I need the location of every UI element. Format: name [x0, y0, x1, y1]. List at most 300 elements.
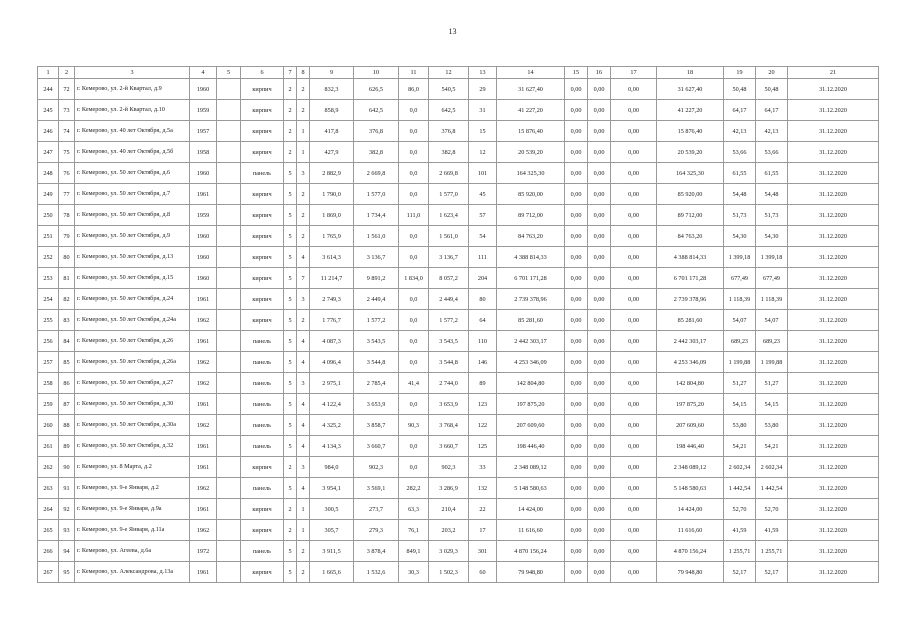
table-cell: 31.12.2020 [788, 100, 879, 121]
table-cell [217, 289, 241, 310]
address-cell: г. Кемерово, ул. 2-й Квартал, д.10 [75, 100, 190, 121]
table-cell: 0,00 [588, 394, 611, 415]
table-cell: 5 [284, 289, 297, 310]
table-cell [217, 268, 241, 289]
table-cell: 255 [38, 310, 59, 331]
table-row [38, 184, 879, 205]
table-row [38, 247, 879, 268]
table-cell: 51,73 [724, 205, 756, 226]
table-cell: 2 [284, 79, 297, 100]
table-cell: 85 920,00 [657, 184, 724, 205]
table-cell: кирпич [241, 205, 284, 226]
table-cell: 3 136,7 [354, 247, 399, 268]
table-cell: 52,70 [724, 499, 756, 520]
table-cell: 858,9 [310, 100, 354, 121]
table-row [38, 478, 879, 499]
table-cell: 4 253 346,09 [497, 352, 565, 373]
table-cell: 2 785,4 [354, 373, 399, 394]
table-cell: 0,00 [565, 79, 588, 100]
table-cell: 31.12.2020 [788, 520, 879, 541]
table-cell: кирпич [241, 247, 284, 268]
table-cell: 31.12.2020 [788, 142, 879, 163]
address-cell: г. Кемерово, ул. 50 лет Октября, д.32 [75, 436, 190, 457]
table-cell: 0,00 [565, 226, 588, 247]
registry-table [37, 66, 879, 583]
table-cell [217, 163, 241, 184]
table-cell: 53,80 [724, 415, 756, 436]
table-cell: 677,49 [756, 268, 788, 289]
table-cell: 1 532,6 [354, 562, 399, 583]
table-cell: 0,00 [588, 436, 611, 457]
table-cell: 41,59 [724, 520, 756, 541]
table-cell: 1 623,4 [429, 205, 469, 226]
table-cell: 4 134,3 [310, 436, 354, 457]
table-cell: 0,00 [588, 457, 611, 478]
table-cell: 20 539,20 [497, 142, 565, 163]
table-cell: 273,7 [354, 499, 399, 520]
table-cell: 15 [469, 121, 497, 142]
table-cell: 3 [297, 373, 310, 394]
table-cell: 197 875,20 [497, 394, 565, 415]
table-row [38, 331, 879, 352]
table-cell: 1 399,18 [724, 247, 756, 268]
table-cell: 1 [297, 520, 310, 541]
column-header-21: 21 [788, 67, 879, 79]
table-cell: 73 [59, 100, 75, 121]
table-cell: 1960 [190, 247, 217, 268]
table-cell: 1959 [190, 100, 217, 121]
table-cell: 3 [297, 289, 310, 310]
table-cell: 263 [38, 478, 59, 499]
table-cell [217, 142, 241, 163]
table-cell: кирпич [241, 184, 284, 205]
table-cell: 0,00 [565, 394, 588, 415]
address-cell: г. Кемерово, ул. 50 лет Октября, д.24 [75, 289, 190, 310]
table-cell: 2 [297, 205, 310, 226]
table-row [38, 205, 879, 226]
table-cell: 4 870 156,24 [497, 541, 565, 562]
table-cell: 0,00 [611, 478, 657, 499]
table-cell: 0,00 [611, 289, 657, 310]
table-cell: 50,48 [724, 79, 756, 100]
table-cell: 264 [38, 499, 59, 520]
table-cell: 2 [297, 562, 310, 583]
table-cell: 79 948,80 [657, 562, 724, 583]
address-cell: г. Кемерово, ул. 9-е Января, д.9а [75, 499, 190, 520]
table-cell: 251 [38, 226, 59, 247]
table-cell: 51,27 [724, 373, 756, 394]
table-cell: 54,30 [724, 226, 756, 247]
table-cell: 31 [469, 100, 497, 121]
table-cell: 3 954,1 [310, 478, 354, 499]
table-cell: 88 [59, 415, 75, 436]
table-cell: 31.12.2020 [788, 184, 879, 205]
table-cell: 245 [38, 100, 59, 121]
table-cell: 0,00 [588, 121, 611, 142]
table-cell: 85 920,00 [497, 184, 565, 205]
table-cell [217, 436, 241, 457]
table-cell: 76 [59, 163, 75, 184]
column-header-4: 4 [190, 67, 217, 79]
table-cell: 2 749,3 [310, 289, 354, 310]
table-cell: 1 442,54 [756, 478, 788, 499]
table-row [38, 310, 879, 331]
table-cell: 1 199,88 [724, 352, 756, 373]
table-cell: 0,0 [399, 163, 429, 184]
table-cell: 52,17 [756, 562, 788, 583]
table-cell: 3 653,9 [429, 394, 469, 415]
table-cell: 2 669,8 [429, 163, 469, 184]
table-cell: 0,00 [565, 478, 588, 499]
table-cell: 0,00 [588, 331, 611, 352]
column-header-17: 17 [611, 67, 657, 79]
table-cell: 3 544,8 [354, 352, 399, 373]
table-cell: 849,1 [399, 541, 429, 562]
table-cell: 30,3 [399, 562, 429, 583]
table-cell: 0,00 [611, 541, 657, 562]
table-cell: 0,00 [611, 79, 657, 100]
table-cell: панель [241, 352, 284, 373]
table-cell: 0,00 [588, 499, 611, 520]
table-cell: 5 [284, 373, 297, 394]
table-cell: 31.12.2020 [788, 121, 879, 142]
table-cell: 0,0 [399, 331, 429, 352]
table-row [38, 268, 879, 289]
table-cell: 197 875,20 [657, 394, 724, 415]
table-cell: панель [241, 478, 284, 499]
table-cell: 305,7 [310, 520, 354, 541]
table-cell: 14 424,00 [497, 499, 565, 520]
table-cell: 0,00 [611, 394, 657, 415]
table-cell: 1 790,0 [310, 184, 354, 205]
table-cell: 279,3 [354, 520, 399, 541]
address-cell: г. Кемерово, ул. 50 лет Октября, д.26 [75, 331, 190, 352]
table-cell: 54,07 [724, 310, 756, 331]
table-cell: 0,00 [611, 457, 657, 478]
table-cell: 4 253 346,09 [657, 352, 724, 373]
table-cell: 57 [469, 205, 497, 226]
table-cell: 0,00 [611, 562, 657, 583]
table-cell: 1957 [190, 121, 217, 142]
table-cell: 5 [284, 184, 297, 205]
table-cell: 0,00 [611, 415, 657, 436]
table-cell: 0,0 [399, 457, 429, 478]
table-cell: 4 [297, 394, 310, 415]
table-cell: 2 [284, 121, 297, 142]
table-cell: 51,73 [756, 205, 788, 226]
table-cell: 1960 [190, 268, 217, 289]
table-cell: 1 869,0 [310, 205, 354, 226]
table-cell: 31.12.2020 [788, 541, 879, 562]
table-cell: 376,8 [354, 121, 399, 142]
table-cell: 90,3 [399, 415, 429, 436]
table-cell: 87 [59, 394, 75, 415]
table-cell: 86 [59, 373, 75, 394]
table-cell: 0,00 [588, 163, 611, 184]
table-row [38, 121, 879, 142]
table-cell: 123 [469, 394, 497, 415]
table-cell: 54,21 [756, 436, 788, 457]
table-cell: 11 214,7 [310, 268, 354, 289]
table-cell: 0,00 [611, 373, 657, 394]
table-cell: 5 [284, 331, 297, 352]
table-cell: 0,00 [565, 373, 588, 394]
address-cell: г. Кемерово, ул. 8 Марта, д.2 [75, 457, 190, 478]
table-cell: 82 [59, 289, 75, 310]
table-cell: 3 029,3 [429, 541, 469, 562]
table-cell: 60 [469, 562, 497, 583]
table-cell: 2 [297, 100, 310, 121]
table-cell: 1962 [190, 352, 217, 373]
table-cell: 31.12.2020 [788, 352, 879, 373]
table-cell: 0,0 [399, 184, 429, 205]
table-cell: 0,00 [588, 562, 611, 583]
table-cell: 31.12.2020 [788, 394, 879, 415]
table-cell: 90 [59, 457, 75, 478]
table-cell: 256 [38, 331, 59, 352]
address-cell: г. Кемерово, ул. 50 лет Октября, д.7 [75, 184, 190, 205]
table-cell: 31.12.2020 [788, 247, 879, 268]
table-cell: 3 768,4 [429, 415, 469, 436]
table-cell: 902,3 [429, 457, 469, 478]
table-cell: 1961 [190, 457, 217, 478]
table-cell: 0,00 [565, 499, 588, 520]
table-cell: 1 577,0 [354, 184, 399, 205]
address-cell: г. Кемерово, ул. 50 лет Октября, д.6 [75, 163, 190, 184]
table-cell: 61,55 [756, 163, 788, 184]
table-cell: панель [241, 394, 284, 415]
column-header-3: 3 [75, 67, 190, 79]
table-cell: 84 763,20 [657, 226, 724, 247]
table-cell: 2 882,9 [310, 163, 354, 184]
table-cell: 17 [469, 520, 497, 541]
table-cell: 1 399,18 [756, 247, 788, 268]
table-cell: 33 [469, 457, 497, 478]
table-cell: 0,00 [565, 562, 588, 583]
table-cell: 0,00 [611, 268, 657, 289]
table-cell: 0,00 [588, 415, 611, 436]
column-header-8: 8 [297, 67, 310, 79]
column-header-2: 2 [59, 67, 75, 79]
address-cell: г. Кемерово, ул. 40 лет Октября, д.5б [75, 142, 190, 163]
address-cell: г. Кемерово, ул. 50 лет Октября, д.24а [75, 310, 190, 331]
table-cell: 0,00 [611, 247, 657, 268]
table-cell: 4 [297, 352, 310, 373]
table-cell: 85 281,60 [657, 310, 724, 331]
table-cell: кирпич [241, 289, 284, 310]
table-cell: 63,3 [399, 499, 429, 520]
table-cell [217, 478, 241, 499]
table-cell: 0,00 [611, 310, 657, 331]
table-cell: 2 [284, 142, 297, 163]
table-cell: 8 057,2 [429, 268, 469, 289]
table-cell: 15 876,40 [657, 121, 724, 142]
table-cell: 266 [38, 541, 59, 562]
table-cell: 3 [297, 163, 310, 184]
table-cell: 0,00 [611, 205, 657, 226]
table-cell: 2 739 378,96 [657, 289, 724, 310]
table-cell: 282,2 [399, 478, 429, 499]
table-cell: 3 858,7 [354, 415, 399, 436]
table-cell: 83 [59, 310, 75, 331]
table-cell: 254 [38, 289, 59, 310]
column-header-1: 1 [38, 67, 59, 79]
table-cell: 6 701 171,28 [497, 268, 565, 289]
table-row [38, 79, 879, 100]
table-cell: 0,0 [399, 352, 429, 373]
table-cell: 0,00 [588, 142, 611, 163]
table-cell: 84 763,20 [497, 226, 565, 247]
table-cell: 14 424,00 [657, 499, 724, 520]
table-cell: 0,00 [565, 163, 588, 184]
table-cell: 677,49 [724, 268, 756, 289]
table-cell [217, 184, 241, 205]
header-row [38, 67, 879, 79]
table-row [38, 415, 879, 436]
table-cell: 1 [297, 499, 310, 520]
table-cell: 1959 [190, 205, 217, 226]
table-cell: кирпич [241, 121, 284, 142]
table-cell: 9 891,2 [354, 268, 399, 289]
table-cell [217, 373, 241, 394]
table-cell: 75 [59, 142, 75, 163]
table-cell: 2 449,4 [429, 289, 469, 310]
table-cell: 1 734,4 [354, 205, 399, 226]
table-cell: 689,23 [756, 331, 788, 352]
table-cell: 210,4 [429, 499, 469, 520]
table-cell: 3 911,5 [310, 541, 354, 562]
table-cell: 2 [284, 100, 297, 121]
table-cell: 64,17 [756, 100, 788, 121]
table-cell: 267 [38, 562, 59, 583]
table-cell: 265 [38, 520, 59, 541]
table-cell: 0,00 [565, 142, 588, 163]
table-cell: 79 [59, 226, 75, 247]
column-header-19: 19 [724, 67, 756, 79]
address-cell: г. Кемерово, ул. 50 лет Октября, д.30а [75, 415, 190, 436]
table-cell: 2 [284, 457, 297, 478]
table-cell: 1961 [190, 394, 217, 415]
address-cell: г. Кемерово, ул. 50 лет Октября, д.8 [75, 205, 190, 226]
table-cell: 2 602,34 [756, 457, 788, 478]
table-cell: 0,00 [611, 184, 657, 205]
table-cell: 2 744,0 [429, 373, 469, 394]
table-cell: 52,70 [756, 499, 788, 520]
table-cell: 5 148 580,63 [657, 478, 724, 499]
table-cell: 376,8 [429, 121, 469, 142]
table-cell: 4 [297, 415, 310, 436]
table-cell: 132 [469, 478, 497, 499]
table-cell: 5 [284, 436, 297, 457]
address-cell: г. Кемерово, ул. 50 лет Октября, д.27 [75, 373, 190, 394]
table-cell: 31.12.2020 [788, 226, 879, 247]
table-row [38, 289, 879, 310]
table-cell: 54,48 [724, 184, 756, 205]
table-cell: 1 765,9 [310, 226, 354, 247]
table-cell: кирпич [241, 562, 284, 583]
table-cell: 301 [469, 541, 497, 562]
table-cell: 1961 [190, 436, 217, 457]
table-cell: 1 118,39 [756, 289, 788, 310]
table-cell: 0,0 [399, 436, 429, 457]
table-cell [217, 562, 241, 583]
table-cell: 2 348 089,12 [657, 457, 724, 478]
table-cell: 93 [59, 520, 75, 541]
table-cell: 0,0 [399, 310, 429, 331]
table-row [38, 373, 879, 394]
column-header-18: 18 [657, 67, 724, 79]
table-cell: 0,00 [588, 289, 611, 310]
table-cell: 0,0 [399, 226, 429, 247]
table-cell: 4 325,2 [310, 415, 354, 436]
table-cell: 146 [469, 352, 497, 373]
table-cell: 0,00 [565, 289, 588, 310]
column-header-20: 20 [756, 67, 788, 79]
table-cell: 125 [469, 436, 497, 457]
table-cell: 85 281,60 [497, 310, 565, 331]
table-cell: 4 388 814,33 [657, 247, 724, 268]
table-cell: 5 [284, 247, 297, 268]
table-cell: 53,66 [724, 142, 756, 163]
column-header-15: 15 [565, 67, 588, 79]
table-cell: 0,00 [588, 541, 611, 562]
column-header-10: 10 [354, 67, 399, 79]
table-cell: 248 [38, 163, 59, 184]
table-cell: 0,00 [565, 247, 588, 268]
table-cell: 1962 [190, 373, 217, 394]
address-cell: г. Кемерово, ул. 40 лет Октября, д.5а [75, 121, 190, 142]
table-cell: 1962 [190, 310, 217, 331]
table-cell: 74 [59, 121, 75, 142]
table-cell: 0,0 [399, 100, 429, 121]
table-cell: 4 087,3 [310, 331, 354, 352]
table-cell: 6 701 171,28 [657, 268, 724, 289]
table-cell: 4 096,4 [310, 352, 354, 373]
table-cell: 0,00 [588, 352, 611, 373]
table-cell: 31 627,40 [497, 79, 565, 100]
table-cell: 0,00 [565, 541, 588, 562]
table-cell: 1962 [190, 520, 217, 541]
table-cell: 31.12.2020 [788, 478, 879, 499]
table-cell: 0,00 [588, 373, 611, 394]
table-cell: 0,00 [611, 520, 657, 541]
table-cell: кирпич [241, 499, 284, 520]
table-cell: 642,5 [429, 100, 469, 121]
table-cell: 3 543,5 [354, 331, 399, 352]
table-cell: 2 739 378,96 [497, 289, 565, 310]
table-cell: 54,21 [724, 436, 756, 457]
table-cell [217, 247, 241, 268]
table-cell: 0,00 [611, 352, 657, 373]
table-cell: 80 [59, 247, 75, 268]
table-cell: 5 [284, 205, 297, 226]
table-cell: 259 [38, 394, 59, 415]
table-cell: 164 325,30 [657, 163, 724, 184]
table-cell: 3 136,7 [429, 247, 469, 268]
table-cell: 42,13 [724, 121, 756, 142]
table-cell: 262 [38, 457, 59, 478]
table-cell: 42,13 [756, 121, 788, 142]
table-cell: кирпич [241, 100, 284, 121]
table-cell: 2 449,4 [354, 289, 399, 310]
table-cell: 1961 [190, 289, 217, 310]
table-cell: 2 442 303,17 [497, 331, 565, 352]
table-cell: 31.12.2020 [788, 268, 879, 289]
table-cell: 1 255,71 [756, 541, 788, 562]
table-cell: 20 539,20 [657, 142, 724, 163]
table-cell: 1 561,0 [429, 226, 469, 247]
table-cell: 12 [469, 142, 497, 163]
